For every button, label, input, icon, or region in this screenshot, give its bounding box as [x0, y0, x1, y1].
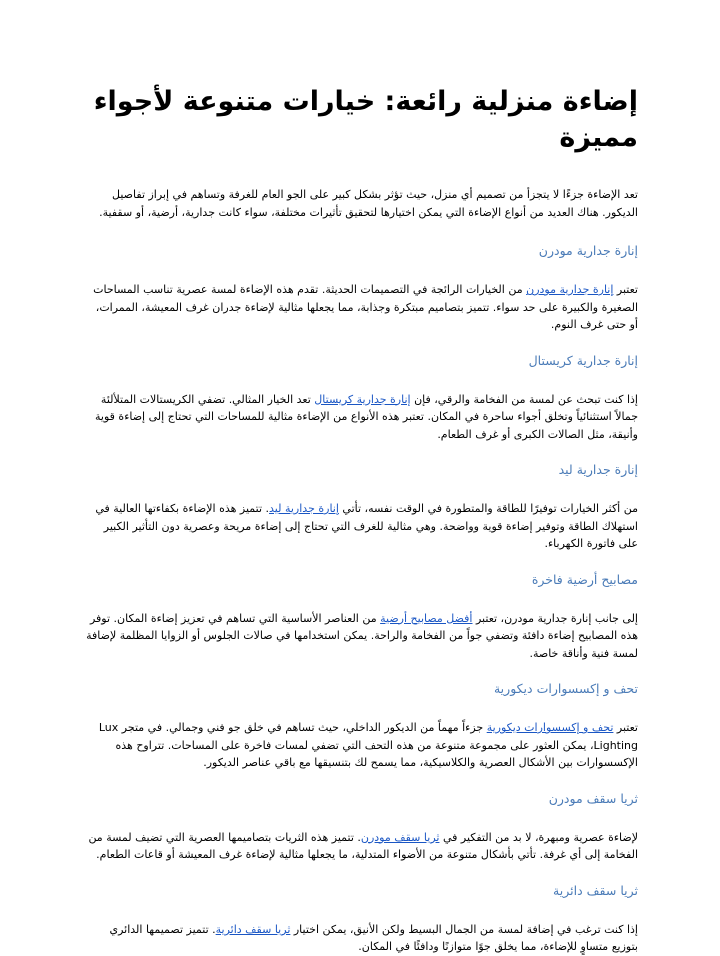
- section-heading-floor-lamps: مصابيح أرضية فاخرة: [531, 571, 638, 587]
- decor-accessories-link[interactable]: تحف و إكسسوارات ديكورية: [486, 721, 614, 734]
- section-paragraph-round-chandelier: إذا كنت ترغب في إضافة لمسة من الجمال البسيط ولكن الأنيق، يمكن اختيار ثريا سقف دائرية. تتميز تصميمها الدائري بتوزيع متساوٍ للإضاءة، مما يخلق جوًا متوازنًا ودافئًا في المكان.: [109, 922, 638, 953]
- section-heading-crystal-wall: إنارة جدارية كريستال: [528, 352, 638, 368]
- round-chandelier-link[interactable]: ثريا سقف دائرية: [215, 922, 291, 936]
- section-heading-round-chandelier: ثريا سقف دائرية: [553, 882, 638, 898]
- section-paragraph-crystal-wall: إذا كنت تبحث عن لمسة من الفخامة والرقي، فإن إنارة جدارية كريستال تعد الخيار المثالي. تضفي الكريستالات المتلألئة جمالاً استثنائياً وتخلق أجواء ساحرة في المكان. تعتبر هذه الأنواع من الإضاءة مثالية للمساحات التي تحتاج إلى إضاءة قوية وأنيقة، مثل الصالات الكبرى أو غرف الطعام.: [95, 392, 638, 441]
- section-paragraph-led-wall: من أكثر الخيارات توفيرًا للطاقة والمتطورة في الوقت نفسه، تأتي إنارة جدارية ليد. تتميز هذه الإضاءة بكفاءتها العالية في استهلاك الطاقة وتوفير إضاءة قوية وواضحة. وهي مثالية للغرف التي تحتاج إلى إضاءة مريحة وعصرية دون التأثير الكبير على فاتورة الكهرباء.: [95, 502, 638, 550]
- section-paragraph-decor: تعتبر تحف و إكسسوارات ديكورية جزءاً مهماً من الديكور الداخلي، حيث تساهم في خلق جو فني وجمالي. في متجر Lux Lighting، يمكن العثور على مجموعة متنوعة من هذه التحف التي تضفي لمسات فاخرة على المساحات. تتراوح هذه الإكسسوارات بين الأشكال العصرية والكلاسيكية، مما يسمح لك بتنسيقها مع باقي عناصر الديكور.: [98, 721, 638, 769]
- section-paragraph-modern-chandelier: لإضاءة عصرية ومبهرة، لا بد من التفكير في ثريا سقف مودرن. تتميز هذه الثريات بتصاميمها العصرية التي تضيف لمسة من الفخامة إلى أي غرفة. تأتي بأشكال متنوعة من الأضواء المتدلية، ما يجعلها مثالية لإضاءة غرف المعيشة أو قاعات الطعام.: [88, 830, 638, 861]
- section-paragraph-modern-wall: تعتبر إنارة جدارية مودرن من الخيارات الرائجة في التصميمات الحديثة. تقدم هذه الإضاءة لمسة عصرية تناسب المساحات الصغيرة والكبيرة على حد سواء. تتميز بتصاميم مبتكرة وجذابة، مما يجعلها مثالية لإضاءة جدران غرف المعيشة، الممرات، أو حتى غرف النوم.: [93, 283, 638, 331]
- store-name: Lux Lighting: [98, 721, 638, 752]
- floor-lamps-link[interactable]: أفضل مصابيح أرضية: [380, 611, 473, 625]
- section-paragraph-floor-lamps: إلى جانب إنارة جدارية مودرن، تعتبر أفضل مصابيح أرضية من العناصر الأساسية التي تساهم في تعزيز إضاءة المكان. توفر هذه المصابيح إضاءة دافئة وتضفي جواً من الفخامة والراحة. يمكن استخدامها في صالات الجلوس أو الزوايا المظلمة لإضافة لمسة فنية وأناقة خاصة.: [86, 611, 638, 660]
- section-heading-led-wall: إنارة جدارية ليد: [558, 462, 638, 477]
- modern-wall-light-link[interactable]: إنارة جدارية مودرن: [526, 283, 614, 296]
- intro-paragraph: تعد الإضاءة جزءًا لا يتجزأ من تصميم أي منزل، حيث تؤثر بشكل كبير على الجو العام للغرفة وتساهم في إبراز تفاصيل الديكور. هناك العديد من أنواع الإضاءة التي يمكن اختيارها لتحقيق تأثيرات مختلفة، سواء كانت جدارية، أرضية، أو سقفية.: [99, 188, 638, 219]
- section-heading-decor: تحف و إكسسوارات ديكورية: [493, 681, 638, 696]
- section-heading-modern-wall: إنارة جدارية مودرن: [538, 243, 638, 258]
- led-wall-light-link[interactable]: إنارة جدارية ليد: [269, 502, 339, 515]
- crystal-wall-light-link[interactable]: إنارة جدارية كريستال: [314, 392, 411, 406]
- section-heading-modern-chandelier: ثريا سقف مودرن: [548, 790, 638, 806]
- page-title: إضاءة منزلية رائعة: خيارات متنوعة لأجواء مميزة: [93, 86, 638, 153]
- modern-chandelier-link[interactable]: ثريا سقف مودرن: [360, 830, 440, 844]
